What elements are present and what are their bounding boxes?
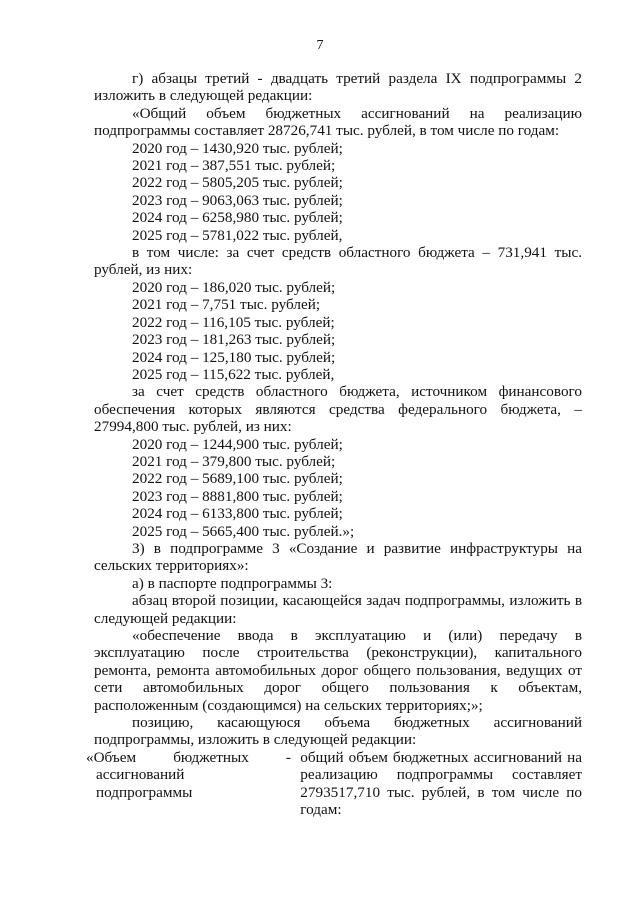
paragraph: позицию, касающуюся объема бюджетных ассигнований подпрограммы, изложить в следующей редакции: bbox=[94, 714, 582, 749]
year-line: 2024 год – 125,180 тыс. рублей; bbox=[132, 348, 336, 366]
paragraph: 3) в подпрограмме 3 «Создание и развитие инфраструктуры на сельских территориях»: bbox=[94, 539, 582, 575]
year-line: 2025 год – 115,622 тыс. рублей, bbox=[132, 365, 335, 383]
paragraph: в том числе: за счет средств областного бюджета – 731,941 тыс. рублей, из них: bbox=[94, 244, 582, 279]
table-left-cell bbox=[86, 749, 296, 819]
paragraph: за счет средств областного бюджета, источником финансового обеспечения которых являются средства федерального бюджета, – 27994,800 тыс. рублей, из них: bbox=[94, 383, 582, 436]
paragraph: «Общий объем бюджетных ассигнований на реализацию подпрограммы составляет 28726,741 тыс. рублей, в том числе по годам: bbox=[94, 104, 582, 140]
year-line: 2024 год – 6258,980 тыс. рублей; bbox=[132, 209, 343, 227]
year-line: 2021 год – 387,551 тыс. рублей; bbox=[132, 157, 336, 175]
year-line: 2025 год – 5781,022 тыс. рублей, bbox=[132, 226, 343, 244]
table-left-line-3: подпрограммы bbox=[96, 783, 193, 801]
paragraph: абзац второй позиции, касающейся задач подпрограммы, изложить в следующей редакции: bbox=[94, 592, 582, 627]
table-right-cell: общий объем бюджетных ассигнований на реализацию подпрограммы составляет 2793517,710 тыс. рублей, в том числе по годам: bbox=[300, 748, 582, 819]
paragraph: г) абзацы третий - двадцать третий раздела IX подпрограммы 2 изложить в следующей редакции: bbox=[94, 70, 582, 105]
year-line: 2023 год – 9063,063 тыс. рублей; bbox=[132, 191, 343, 209]
year-line: 2020 год – 1244,900 тыс. рублей; bbox=[132, 435, 343, 453]
year-line: 2023 год – 181,263 тыс. рублей; bbox=[132, 331, 336, 349]
allocation-table bbox=[86, 748, 582, 819]
year-line: 2022 год – 5805,205 тыс. рублей; bbox=[132, 174, 343, 192]
year-line: 2022 год – 5689,100 тыс. рублей; bbox=[132, 470, 343, 488]
year-line: 2021 год – 7,751 тыс. рублей; bbox=[132, 296, 321, 314]
document-body bbox=[86, 70, 582, 819]
year-line: 2025 год – 5665,400 тыс. рублей.»; bbox=[132, 522, 355, 540]
year-line: 2020 год – 186,020 тыс. рублей; bbox=[132, 278, 336, 296]
paragraph: а) в паспорте подпрограммы 3: bbox=[132, 574, 333, 592]
page-number: 7 bbox=[316, 38, 324, 53]
year-line: 2021 год – 379,800 тыс. рублей; bbox=[132, 452, 336, 470]
paragraph: «обеспечение ввода в эксплуатацию и (или) передачу в эксплуатацию после строительства (реконструкции), капитального ремонта, ремонта автомобильных дорог общего пользования, ведущих от сети автомобильных дорог общего пользования к объектам, расположенным (создающимся) на сельских территориях;»; bbox=[94, 627, 582, 714]
year-line: 2023 год – 8881,800 тыс. рублей; bbox=[132, 487, 343, 505]
table-left-line-1: «Объем бюджетных - bbox=[86, 748, 291, 766]
year-line: 2022 год – 116,105 тыс. рублей; bbox=[132, 313, 335, 331]
year-line: 2020 год – 1430,920 тыс. рублей; bbox=[132, 139, 343, 157]
table-left-line-2: ассигнований bbox=[96, 766, 185, 784]
text-blocks bbox=[94, 70, 582, 749]
year-line: 2024 год – 6133,800 тыс. рублей; bbox=[132, 505, 343, 523]
